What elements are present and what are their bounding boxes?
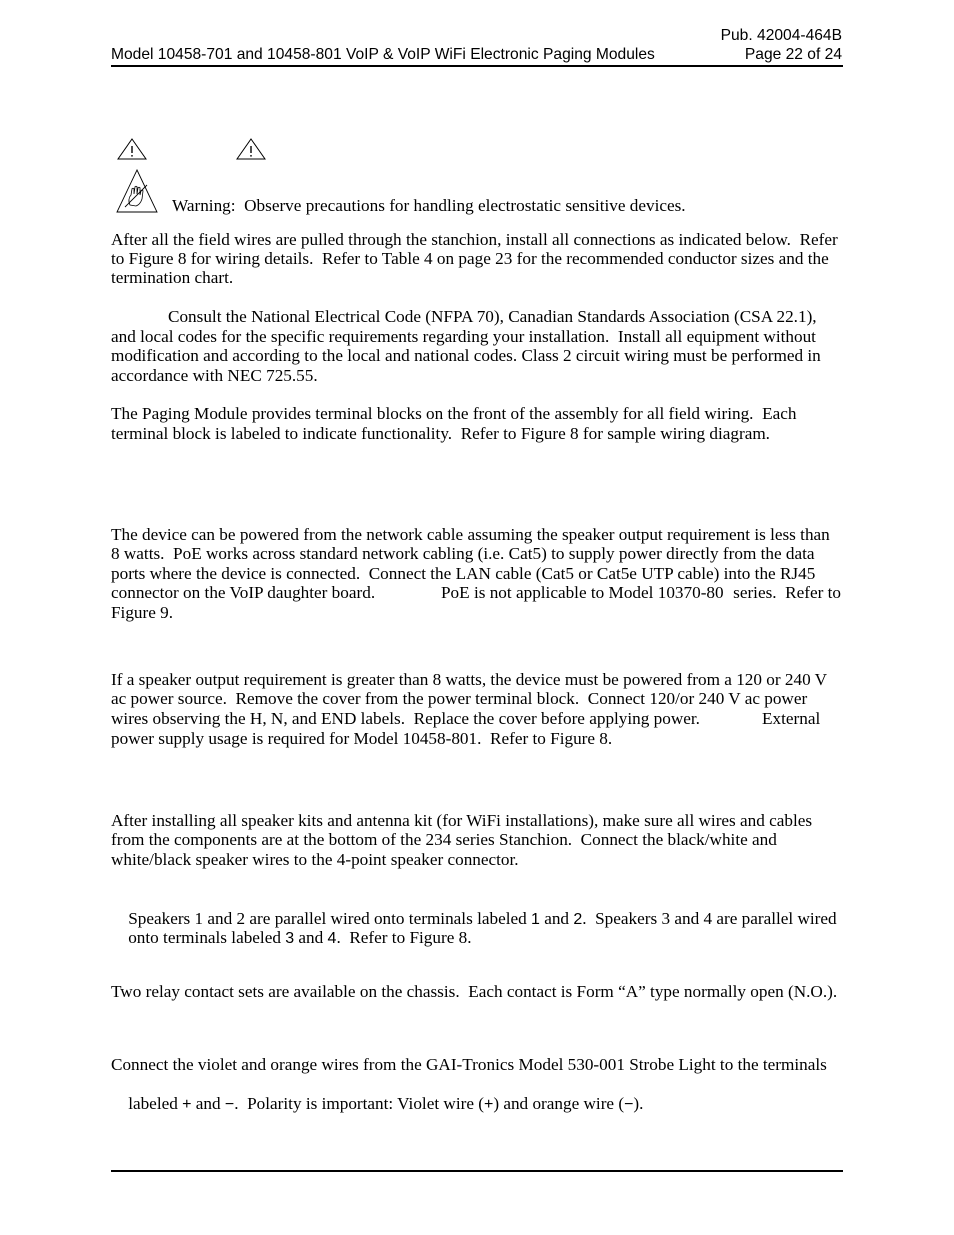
text-segment: onto terminals labeled: [128, 928, 286, 947]
text-segment: and: [294, 928, 328, 947]
terminal-label: 2: [573, 911, 583, 928]
terminal-label: −: [224, 1096, 235, 1113]
page-number: Page 22 of 24: [744, 46, 842, 63]
terminal-label: 3: [285, 930, 295, 947]
text-segment: and: [191, 1094, 225, 1113]
text-line: and local codes for the specific requirements regarding your installation. Install all equipment without: [111, 327, 816, 346]
text-line: to Figure 8 for wiring details. Refer to Table 4 on page 23 for the recommended conductor sizes and the: [111, 249, 829, 268]
text-line: 8 watts. PoE works across standard network cabling (i.e. Cat5) to supply power directly from the data: [111, 544, 815, 563]
text-segment: labeled: [128, 1094, 183, 1113]
warning-triangle-icon: [117, 138, 147, 160]
text-line: Figure 9.: [111, 603, 174, 622]
warning-triangle-icon: [236, 138, 266, 160]
terminal-label: +: [182, 1096, 192, 1113]
text-line: from the components are at the bottom of the 234 series Stanchion. Connect the black/white and: [111, 830, 777, 849]
text-segment: and: [539, 909, 574, 928]
esd-warning-text: Warning: Observe precautions for handling electrostatic sensitive devices.: [172, 196, 686, 215]
text-segment: . Speakers 3 and 4 are parallel wired: [582, 909, 837, 928]
text-line: terminal block is labeled to indicate functionality. Refer to Figure 8 for sample wiring diagram.: [111, 424, 770, 443]
text-segment: PoE is not applicable to Model 10370-80: [441, 583, 724, 602]
text-line: Two relay contact sets are available on the chassis. Each contact is Form “A” type normally open (N.O.).: [111, 982, 838, 1001]
terminal-label: −: [624, 1096, 634, 1113]
text-line: Consult the National Electrical Code (NFPA 70), Canadian Standards Association (CSA 22.1),: [168, 307, 817, 326]
publication-number: Pub. 42004-464B: [720, 27, 842, 44]
text-line: Connect the violet and orange wires from the GAI-Tronics Model 530-001 Strobe Light to the terminals: [111, 1055, 827, 1074]
text-line: accordance with NEC 725.55.: [111, 366, 318, 385]
text-line: [111, 889, 837, 928]
terminal-label: +: [483, 1096, 494, 1113]
text-line: [111, 1074, 644, 1113]
text-line: If a speaker output requirement is greater than 8 watts, the device must be powered from a 120 or 240 V: [111, 670, 828, 689]
text-line: After installing all speaker kits and antenna kit (for WiFi installations), make sure all wires and cables: [111, 811, 813, 830]
esd-sensitive-device-icon: [116, 169, 158, 213]
header-rule: [111, 65, 843, 67]
text-segment: Speakers 1 and 2 are parallel wired onto terminals labeled: [128, 909, 531, 928]
text-segment: connector on the VoIP daughter board.: [111, 583, 376, 602]
text-line: The Paging Module provides terminal blocks on the front of the assembly for all field wiring. Each: [111, 404, 797, 423]
text-line: termination chart.: [111, 268, 234, 287]
text-line: modification and according to the local and national codes. Class 2 circuit wiring must be performed in: [111, 346, 821, 365]
text-line: [111, 908, 472, 947]
document-title: Model 10458-701 and 10458-801 VoIP & VoIP WiFi Electronic Paging Modules: [111, 46, 655, 63]
text-segment: ) and orange wire (: [493, 1094, 625, 1113]
text-segment: . Refer to Figure 8.: [336, 928, 472, 947]
text-segment: wires observing the H, N, and END labels. Replace the cover before applying power.: [111, 709, 700, 728]
footer-rule: [111, 1170, 843, 1172]
text-line: power supply usage is required for Model 10458-801. Refer to Figure 8.: [111, 729, 613, 748]
terminal-label: 4: [327, 930, 337, 947]
text-segment: . Polarity is important: Violet wire (: [234, 1094, 484, 1113]
text-line: The device can be powered from the network cable assuming the speaker output requirement is less than: [111, 525, 830, 544]
text-line: ac power source. Remove the cover from the power terminal block. Connect 120/or 240 V ac power: [111, 689, 808, 708]
text-line: After all the field wires are pulled through the stanchion, install all connections as indicated below. Refer: [111, 230, 838, 249]
text-segment: External: [762, 709, 821, 728]
text-line: white/black speaker wires to the 4-point speaker connector.: [111, 850, 519, 869]
terminal-label: 1: [531, 911, 540, 928]
text-segment: ).: [633, 1094, 644, 1113]
text-line: ports where the device is connected. Connect the LAN cable (Cat5 or Cat5e UTP cable) into the RJ45: [111, 564, 816, 583]
text-segment: series. Refer to: [733, 583, 841, 602]
